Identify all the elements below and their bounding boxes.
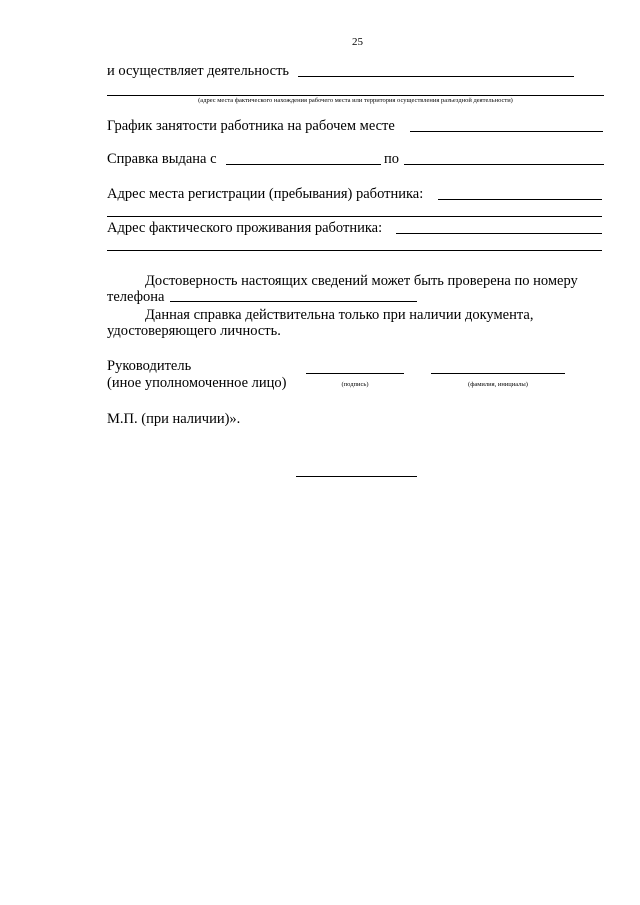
- activity-field-line-2: [107, 95, 604, 96]
- stamp-label: М.П. (при наличии)».: [107, 411, 241, 427]
- verify-text: Достоверность настоящих сведений может быть проверена по номеру: [145, 273, 578, 289]
- head-label-1: Руководитель: [107, 358, 192, 374]
- issued-to-label: по: [384, 151, 400, 167]
- name-caption: (фамилия, инициалы): [468, 381, 528, 388]
- reg-address-field-line-2: [107, 216, 602, 217]
- reg-address-field-line: [438, 199, 602, 200]
- actual-address-field-line: [396, 233, 602, 234]
- name-field-line: [431, 373, 565, 374]
- page-number: 25: [352, 36, 363, 48]
- issued-from-field-line: [226, 164, 381, 165]
- phone-label: телефона: [107, 289, 165, 305]
- schedule-label: График занятости работника на рабочем месте: [107, 118, 395, 134]
- signature-caption: (подпись): [341, 381, 369, 388]
- issued-to-field-line: [404, 164, 604, 165]
- actual-address-label: Адрес фактического проживания работника:: [107, 220, 383, 236]
- activity-caption: (адрес места фактического нахождения рабочего места или территория осуществления разъездной деятельности): [198, 97, 513, 104]
- issued-from-label: Справка выдана с: [107, 151, 217, 167]
- actual-address-field-line-2: [107, 250, 602, 251]
- schedule-field-line: [410, 131, 603, 132]
- validity-text-1: Данная справка действительна только при наличии документа,: [145, 307, 534, 323]
- activity-label: и осуществляет деятельность: [107, 63, 290, 79]
- head-label-2: (иное уполномоченное лицо): [107, 375, 287, 391]
- activity-field-line: [298, 76, 574, 77]
- reg-address-label: Адрес места регистрации (пребывания) работника:: [107, 186, 424, 202]
- phone-field-line: [170, 301, 417, 302]
- signature-field-line: [306, 373, 404, 374]
- closing-separator: [296, 476, 417, 477]
- validity-text-2: удостоверяющего личность.: [107, 323, 281, 339]
